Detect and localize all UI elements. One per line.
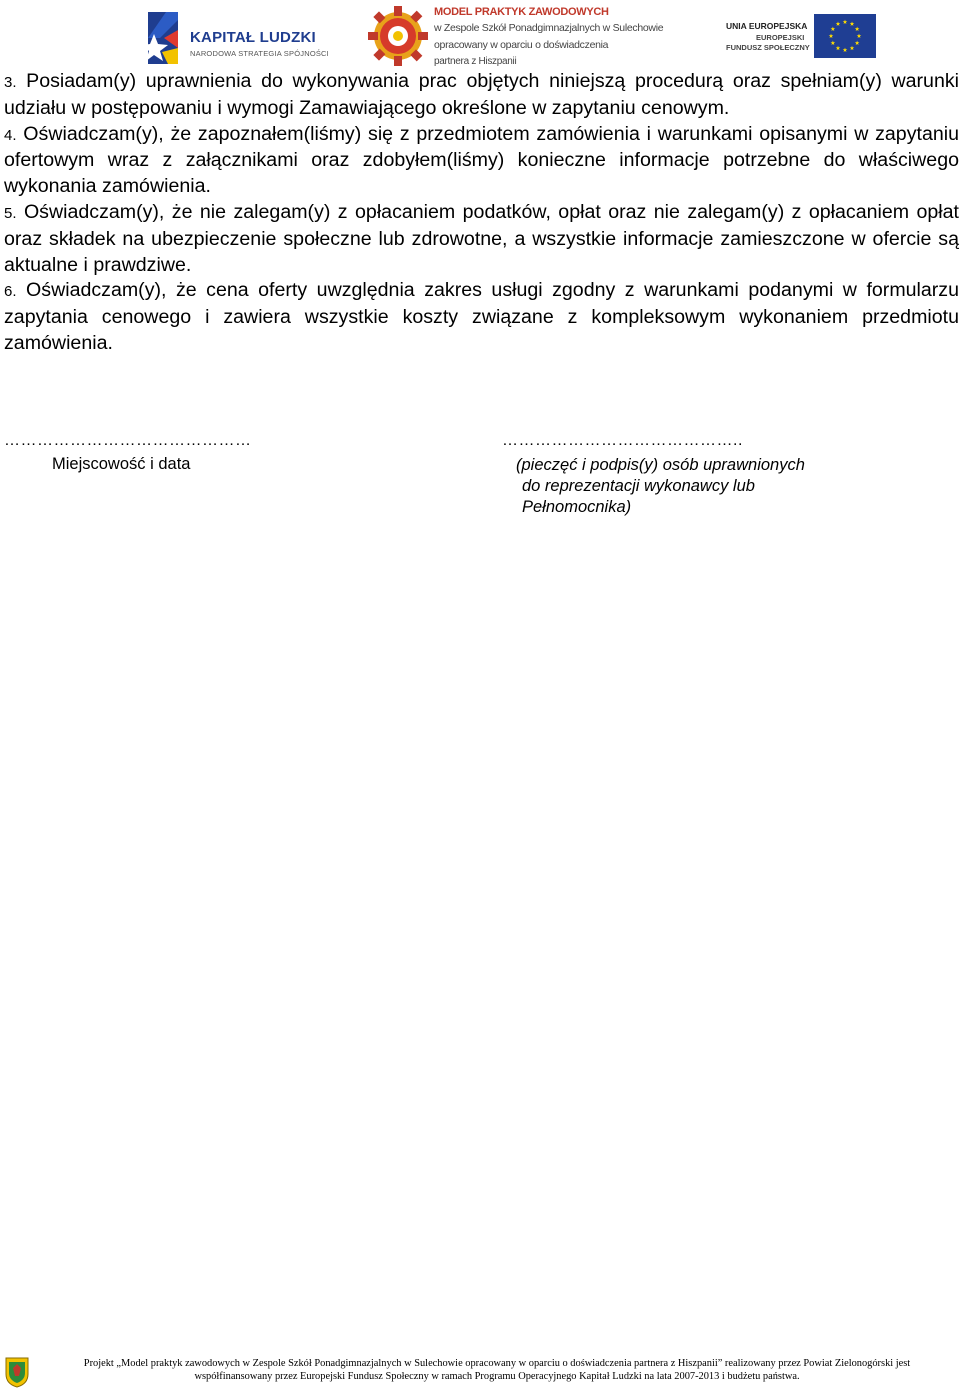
- item-text: Posiadam(y) uprawnienia do wykonywania prac objętych niniejszą procedurą oraz spełniam(y) warunki udziału w postępowaniu i wymogi Zamawiającego określone w zapytaniu cenowym.: [4, 70, 960, 119]
- declaration-item-6: [4, 278, 959, 356]
- gear-emblem-icon: [368, 2, 430, 68]
- project-footer-note: [40, 1357, 954, 1383]
- item-text: Oświadczam(y), że cena oferty uwzględnia zakres usługi zgodny z warunkami podanymi w formularzu zapytania cenowego i zawiera wszystkie koszty związane z kompleksowym wykonaniem przedmiotu zamówienia.: [4, 279, 960, 354]
- signature-label-line-3: Pełnomocnika): [522, 498, 632, 516]
- declaration-item-5: [4, 200, 959, 278]
- footer-line-1: Projekt „Model praktyk zawodowych w Zespole Szkół Ponadgimnazjalnych w Sulechowie opracowany w oparciu o doświadczenia partnera z Hiszpanii” realizowany przez Powiat Zielonogórski jest: [83, 1358, 911, 1369]
- powiat-coat-of-arms-icon: [4, 1356, 30, 1388]
- model-line-4: partnera z Hiszpanii: [434, 56, 517, 67]
- eu-flag-icon: [814, 14, 876, 58]
- eu-efs-logo: [722, 14, 878, 58]
- signature-label-line-2: do reprezentacji wykonawcy lub: [522, 477, 755, 495]
- item-text: Oświadczam(y), że zapoznałem(liśmy) się z przedmiotem zamówienia i warunkami opisanymi w zapytaniu ofertowym wraz z załącznikami oraz zdobyłem(liśmy) konieczne informacje potrzebne do właściwego wykonania zamówienia.: [4, 122, 959, 198]
- item-number: 4.: [4, 126, 17, 144]
- declaration-item-3: [4, 69, 959, 122]
- kapital-ludzki-title: KAPITAŁ LUDZKI: [190, 29, 316, 46]
- item-text: Oświadczam(y), że nie zalegam(y) z opłacaniem podatków, opłat oraz nie zalegam(y) z opłacaniem opłat oraz składek na ubezpieczenie społeczne lub zdrowotne, a wszystkie informacje zamieszczone w ofercie są aktualne i prawdziwe.: [4, 200, 959, 276]
- item-number: 6.: [4, 283, 17, 301]
- model-title: MODEL PRAKTYK ZAWODOWYCH: [434, 6, 609, 18]
- eu-title: UNIA EUROPEJSKA: [726, 21, 808, 31]
- declaration-item-4: [4, 122, 959, 200]
- place-date-line: ………………………………………: [4, 432, 252, 449]
- signature-label: [516, 455, 805, 518]
- signature-line: ……………………………………..: [502, 432, 743, 449]
- kapital-ludzki-subtitle: NARODOWA STRATEGIA SPÓJNOŚCI: [190, 49, 329, 58]
- model-praktyk-logo: [368, 2, 668, 70]
- footer-line-2: współfinansowany przez Europejski Fundusz Społeczny w ramach Programu Operacyjnego Kapitał Ludzki na lata 2007-2013 i budżetu państwa.: [194, 1371, 800, 1382]
- eu-fund-line-1: EUROPEJSKI: [756, 33, 805, 42]
- declaration-body: [4, 69, 959, 357]
- signature-label-line-1: (pieczęć i podpis(y) osób uprawnionych: [516, 456, 805, 474]
- place-date-label: Miejscowość i data: [52, 455, 191, 473]
- item-number: 3.: [4, 74, 17, 91]
- model-line-3: opracowany w oparciu o doświadczenia: [434, 39, 609, 51]
- eu-fund-line-2: FUNDUSZ SPOŁECZNY: [726, 43, 810, 52]
- item-number: 5.: [4, 204, 17, 222]
- page-header: [0, 0, 960, 72]
- page-footer: [0, 1352, 960, 1393]
- kapital-ludzki-logo: [142, 8, 329, 68]
- kapital-ludzki-emblem-icon: [142, 8, 186, 68]
- model-line-2: w Zespole Szkół Ponadgimnazjalnych w Sulechowie: [434, 22, 664, 34]
